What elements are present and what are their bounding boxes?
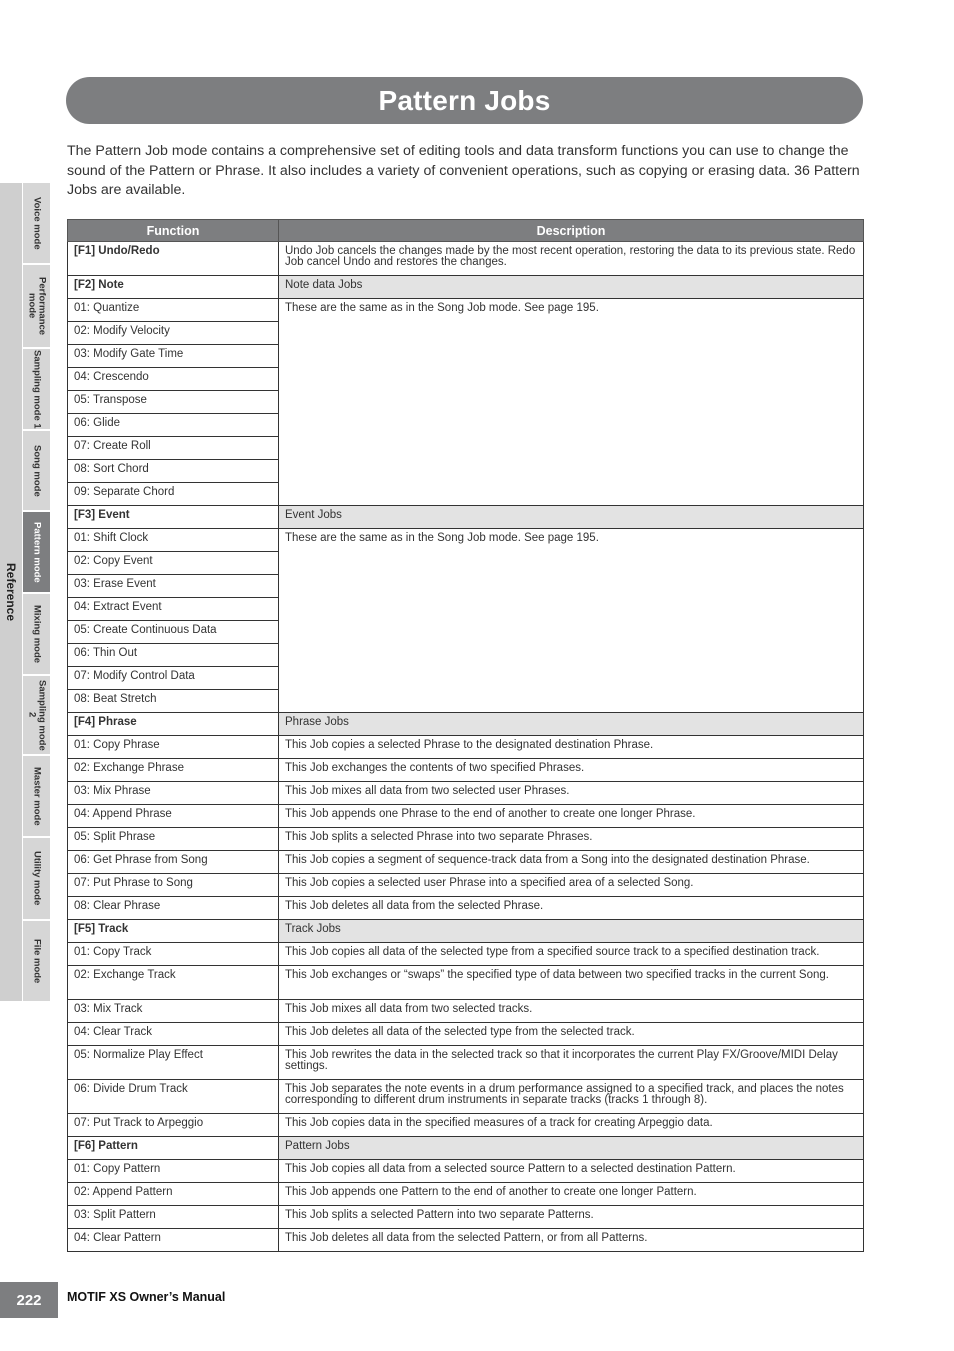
pattern-jobs-table (67, 219, 864, 1252)
tab-performance-mode[interactable]: Performance mode (23, 265, 50, 347)
table-row (68, 897, 864, 920)
job-name: 04: Extract Event (68, 598, 279, 621)
section-f1-name: [F1] Undo/Redo (68, 242, 279, 276)
job-name: 05: Transpose (68, 391, 279, 414)
job-name: 02: Exchange Track (68, 966, 279, 1000)
job-name: 01: Quantize (68, 299, 279, 322)
section-f2-name: [F2] Note (68, 276, 279, 299)
table-row (68, 782, 864, 805)
tab-master-mode[interactable]: Master mode (23, 756, 50, 836)
job-description: This Job rewrites the data in the selected track so that it incorporates the current Play FX/Groove/MIDI Delay settings. (279, 1046, 864, 1080)
table-row (68, 1080, 864, 1114)
job-description: This Job copies all data of the selected type from a specified source track to a specified destination track. (279, 943, 864, 966)
table-row (68, 966, 864, 1000)
section-row (68, 506, 864, 529)
section-row (68, 1137, 864, 1160)
job-name: 06: Get Phrase from Song (68, 851, 279, 874)
table-row (68, 1046, 864, 1080)
table-row (68, 805, 864, 828)
job-name: 02: Modify Velocity (68, 322, 279, 345)
table-row (68, 1000, 864, 1023)
job-description: This Job copies a segment of sequence-track data from a Song into the designated destination Phrase. (279, 851, 864, 874)
section-row (68, 276, 864, 299)
section-f6-name: [F6] Pattern (68, 1137, 279, 1160)
job-name: 03: Mix Track (68, 1000, 279, 1023)
job-name: 02: Copy Event (68, 552, 279, 575)
table-row (68, 1160, 864, 1183)
job-description: This Job deletes all data from the selected Pattern, or from all Patterns. (279, 1229, 864, 1252)
job-name: 05: Split Phrase (68, 828, 279, 851)
table-row (68, 759, 864, 782)
job-description: This Job separates the note events in a drum performance assigned to a specified track, and places the notes corresponding to different drum instruments in separate tracks (tracks 1 through 8). (279, 1080, 864, 1114)
table-row (68, 1114, 864, 1137)
job-description: This Job splits a selected Pattern into two separate Patterns. (279, 1206, 864, 1229)
table-header-row (68, 220, 864, 242)
job-description: This Job mixes all data from two selected tracks. (279, 1000, 864, 1023)
tab-utility-mode[interactable]: Utility mode (23, 838, 50, 919)
section-f3-name: [F3] Event (68, 506, 279, 529)
job-name: 05: Create Continuous Data (68, 621, 279, 644)
job-description: This Job appends one Pattern to the end of another to create one longer Pattern. (279, 1183, 864, 1206)
table-row (68, 299, 864, 322)
section-row (68, 920, 864, 943)
tab-voice-mode[interactable]: Voice mode (23, 183, 50, 263)
job-name: 03: Modify Gate Time (68, 345, 279, 368)
section-f4-name: [F4] Phrase (68, 713, 279, 736)
page-title: Pattern Jobs (378, 84, 551, 116)
job-name: 07: Put Track to Arpeggio (68, 1114, 279, 1137)
job-description: This Job copies data in the specified measures of a track for creating Arpeggio data. (279, 1114, 864, 1137)
table-row (68, 851, 864, 874)
description-column-header: Description (279, 220, 864, 242)
page-title-banner (66, 77, 863, 124)
job-description: This Job mixes all data from two selected user Phrases. (279, 782, 864, 805)
job-name: 07: Create Roll (68, 437, 279, 460)
tab-pattern-mode[interactable]: Pattern mode (23, 512, 50, 592)
job-name: 06: Thin Out (68, 644, 279, 667)
job-description: This Job appends one Phrase to the end of another to create one longer Phrase. (279, 805, 864, 828)
job-description: This Job copies a selected user Phrase into a specified area of a selected Song. (279, 874, 864, 897)
table-row (68, 1229, 864, 1252)
section-f6-description: Pattern Jobs (279, 1137, 864, 1160)
table-row (68, 828, 864, 851)
section-row (68, 713, 864, 736)
job-description: This Job exchanges or “swaps” the specified type of data between two specified tracks in the current Song. (279, 966, 864, 1000)
job-name: 03: Erase Event (68, 575, 279, 598)
table-row (68, 529, 864, 552)
job-name: 08: Beat Stretch (68, 690, 279, 713)
job-name: 03: Split Pattern (68, 1206, 279, 1229)
tab-sampling-mode-1[interactable]: Sampling mode 1 (23, 349, 50, 429)
table-row (68, 736, 864, 759)
table-row (68, 242, 864, 276)
job-description: This Job exchanges the contents of two specified Phrases. (279, 759, 864, 782)
job-name: 04: Clear Pattern (68, 1229, 279, 1252)
job-name: 01: Copy Track (68, 943, 279, 966)
job-description: This Job deletes all data from the selected Phrase. (279, 897, 864, 920)
section-f2-description: Note data Jobs (279, 276, 864, 299)
section-f4-description: Phrase Jobs (279, 713, 864, 736)
job-name: 07: Modify Control Data (68, 667, 279, 690)
job-description: This Job copies all data from a selected source Pattern to a selected destination Pattern. (279, 1160, 864, 1183)
job-name: 06: Glide (68, 414, 279, 437)
job-name: 04: Crescendo (68, 368, 279, 391)
job-name: 05: Normalize Play Effect (68, 1046, 279, 1080)
job-name: 09: Separate Chord (68, 483, 279, 506)
side-section-label: Reference (4, 562, 18, 622)
job-description: These are the same as in the Song Job mode. See page 195. (279, 529, 864, 713)
section-f3-description: Event Jobs (279, 506, 864, 529)
tab-file-mode[interactable]: File mode (23, 921, 50, 1001)
job-name: 02: Append Pattern (68, 1183, 279, 1206)
job-name: 04: Append Phrase (68, 805, 279, 828)
job-name: 03: Mix Phrase (68, 782, 279, 805)
tab-mixing-mode[interactable]: Mixing mode (23, 594, 50, 674)
table-row (68, 874, 864, 897)
manual-title: MOTIF XS Owner’s Manual (67, 1290, 226, 1304)
job-name: 01: Shift Clock (68, 529, 279, 552)
page-number: 222 (0, 1282, 58, 1318)
job-name: 06: Divide Drum Track (68, 1080, 279, 1114)
table-row (68, 1183, 864, 1206)
job-name: 08: Sort Chord (68, 460, 279, 483)
tab-song-mode[interactable]: Song mode (23, 431, 50, 510)
intro-paragraph: The Pattern Job mode contains a comprehensive set of editing tools and data transform functions you can use to change the sound of the Pattern or Phrase. It also includes a variety of convenient operations, such as copying or erasing data. 36 Pattern Jobs are available. (67, 143, 860, 198)
job-name: 02: Exchange Phrase (68, 759, 279, 782)
function-column-header: Function (68, 220, 279, 242)
job-description: This Job copies a selected Phrase to the designated destination Phrase. (279, 736, 864, 759)
table-row (68, 1206, 864, 1229)
job-description: These are the same as in the Song Job mode. See page 195. (279, 299, 864, 506)
section-f1-description: Undo Job cancels the changes made by the most recent operation, restoring the data to its previous state. Redo Job cancel Undo and restores the changes. (279, 242, 864, 276)
table-row (68, 1023, 864, 1046)
section-f5-name: [F5] Track (68, 920, 279, 943)
job-name: 04: Clear Track (68, 1023, 279, 1046)
tab-sampling-mode-2[interactable]: Sampling mode 2 (23, 676, 50, 754)
job-name: 08: Clear Phrase (68, 897, 279, 920)
job-name: 01: Copy Phrase (68, 736, 279, 759)
job-name: 01: Copy Pattern (68, 1160, 279, 1183)
job-name: 07: Put Phrase to Song (68, 874, 279, 897)
job-description: This Job splits a selected Phrase into two separate Phrases. (279, 828, 864, 851)
job-description: This Job deletes all data of the selected type from the selected track. (279, 1023, 864, 1046)
table-row (68, 943, 864, 966)
section-f5-description: Track Jobs (279, 920, 864, 943)
